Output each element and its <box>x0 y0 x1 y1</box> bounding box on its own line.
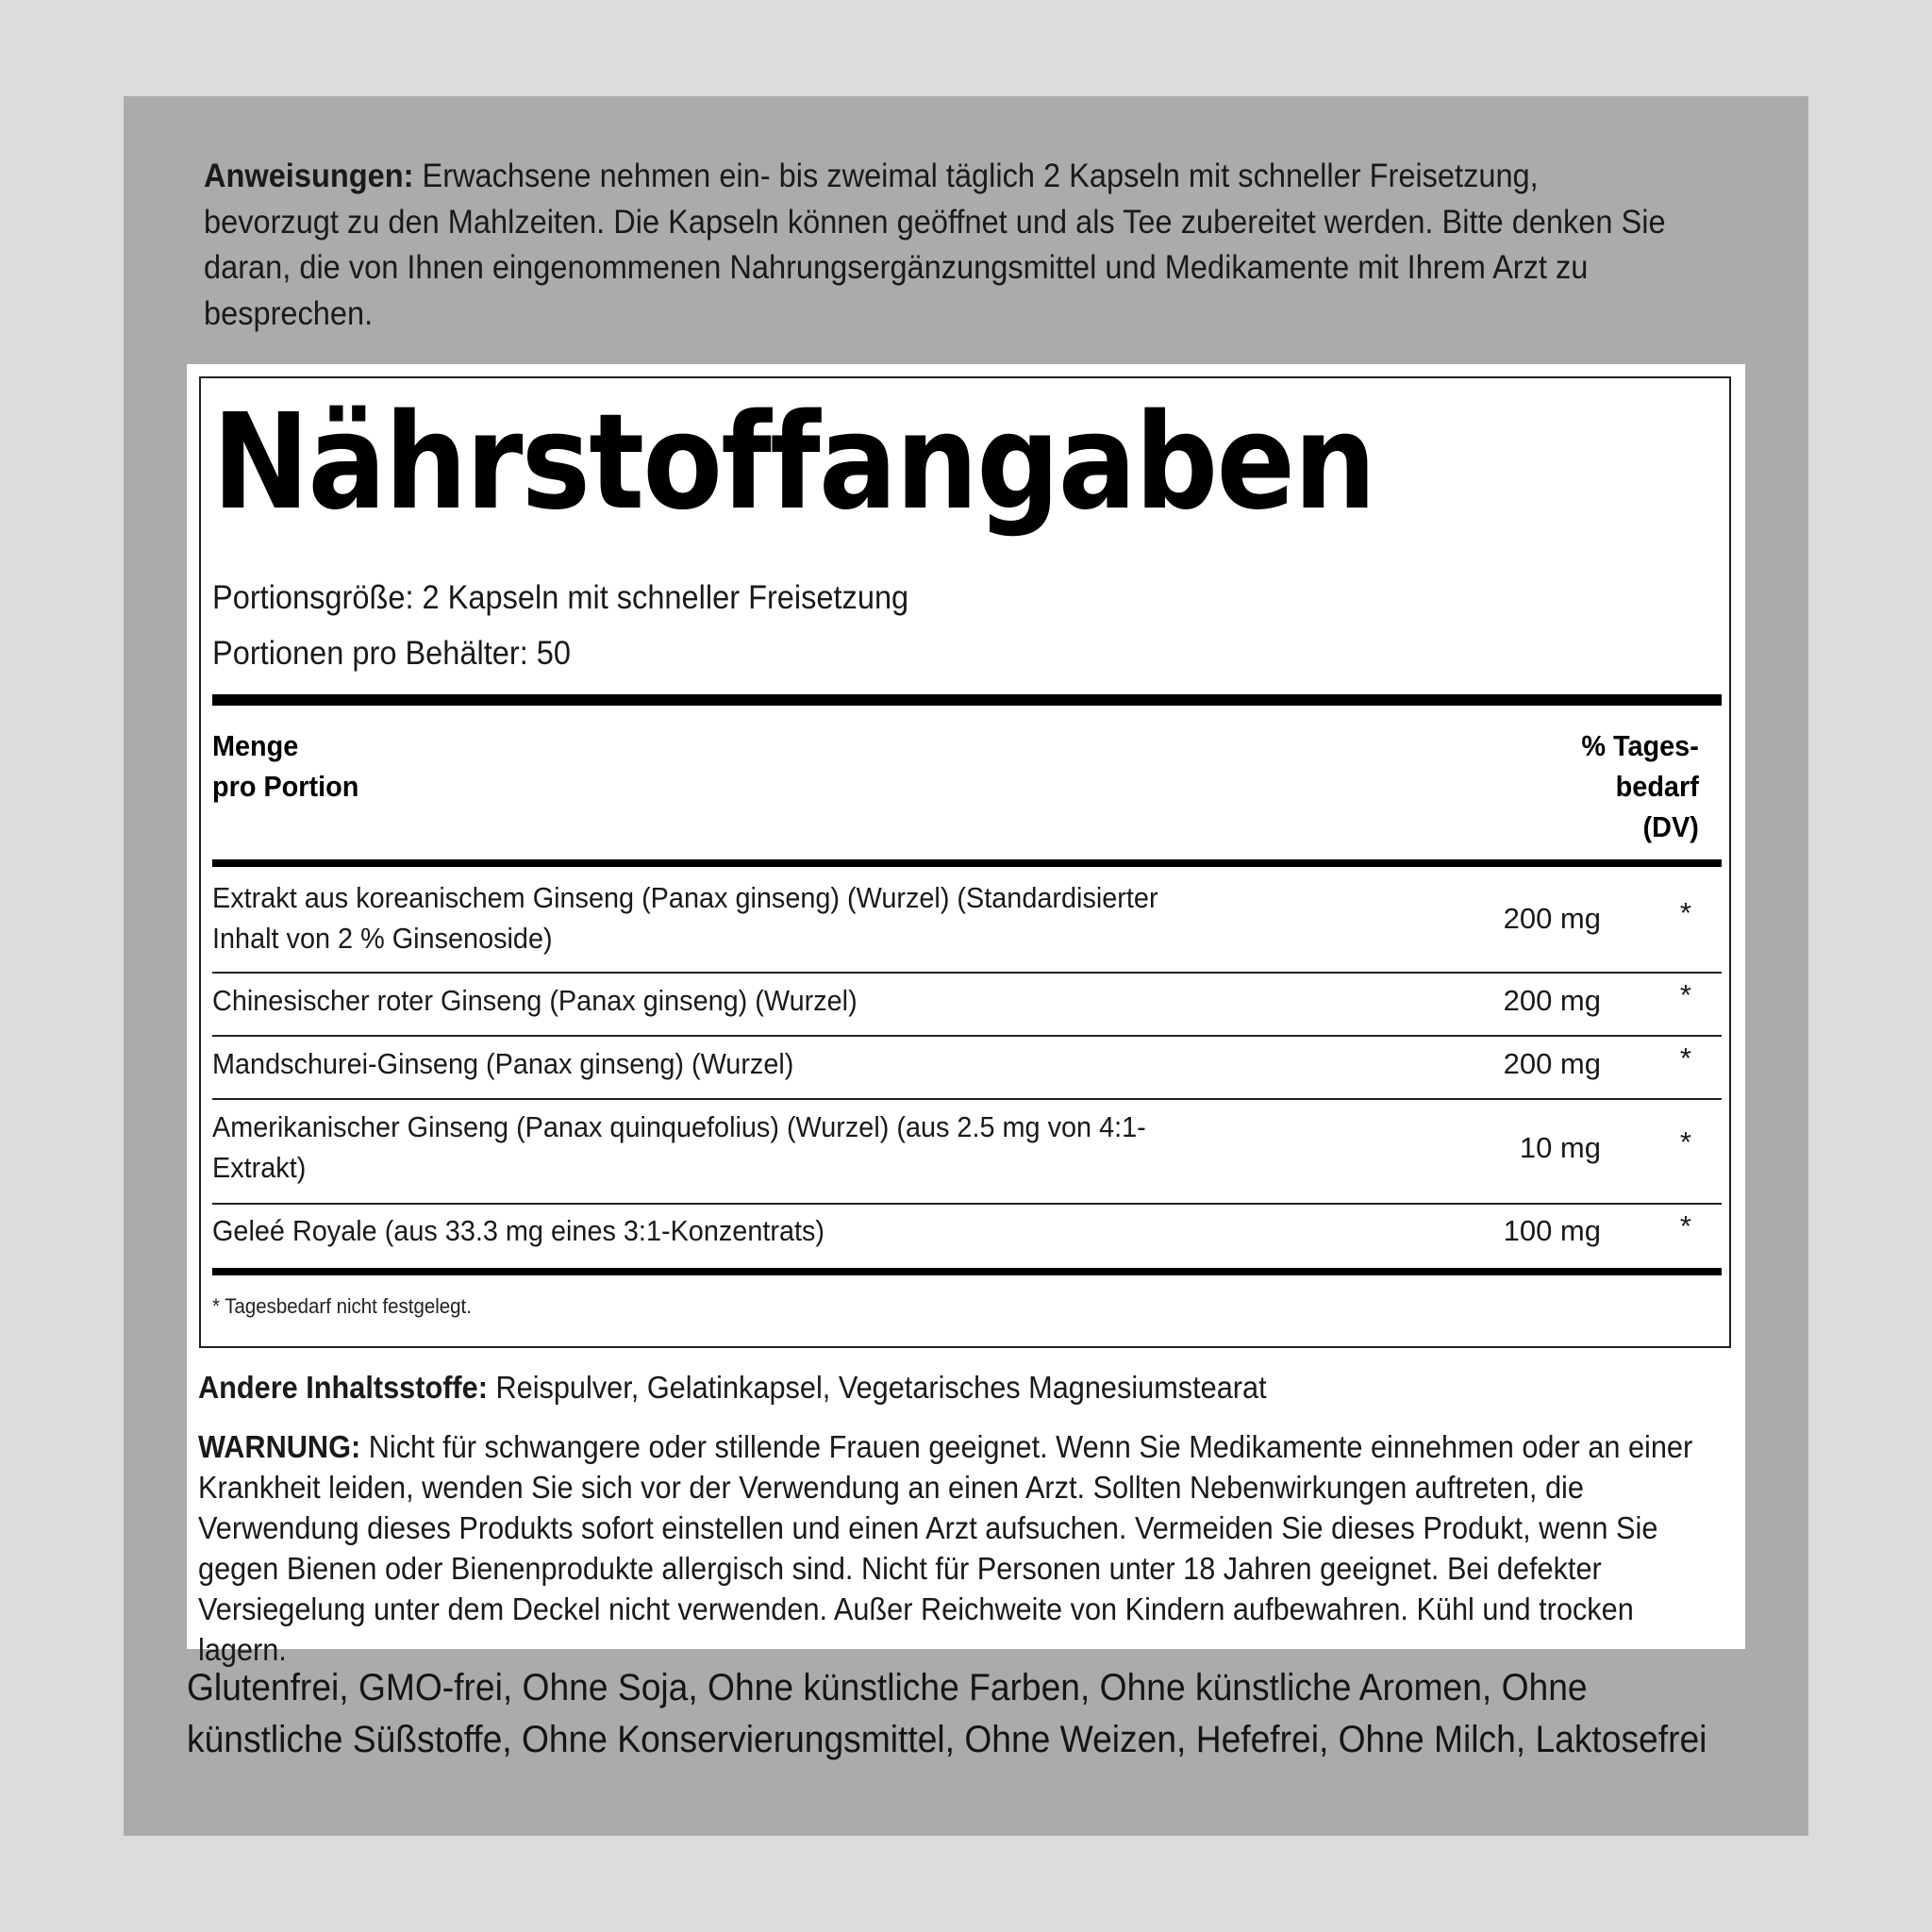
nutrition-facts-box <box>199 376 1731 1348</box>
row-divider <box>212 1035 1722 1037</box>
ingredient-name: Extrakt aus koreanischem Ginseng (Panax ginseng) (Wurzel) (Standardisierter Inhalt von 2 % Ginsenoside) <box>212 881 1158 955</box>
ingredient-amount: 10 mg <box>1519 1131 1601 1164</box>
amount-header-line1: Menge <box>212 729 299 762</box>
dv-header <box>1582 725 1699 847</box>
ingredient-dv: * <box>1679 1209 1691 1242</box>
warning-text <box>198 1426 1729 1670</box>
thick-divider-header <box>212 859 1722 867</box>
other-ingredients <box>198 1366 1267 1409</box>
thick-divider-bottom <box>212 1268 1722 1275</box>
other-ingredients-text: Reispulver, Gelatinkapsel, Vegetarisches Magnesiumstearat <box>487 1370 1267 1405</box>
ingredient-name: Chinesischer roter Ginseng (Panax ginseng) (Wurzel) <box>212 984 858 1017</box>
dv-header-line3: (DV) <box>1642 810 1699 843</box>
ingredient-dv: * <box>1679 896 1691 929</box>
ingredient-amount: 200 mg <box>1503 902 1601 935</box>
row-divider <box>212 1098 1722 1100</box>
ingredient-name: Mandschurei-Ginseng (Panax ginseng) (Wurzel) <box>212 1047 794 1080</box>
free-from-claims: Glutenfrei, GMO-frei, Ohne Soja, Ohne künstliche Farben, Ohne künstliche Aromen, Ohne künstliche Süßstoffe, Ohne Konservierungsmittel, Ohne Weizen, Hefefrei, Ohne Milch, Laktosefrei <box>187 1667 1707 1760</box>
ingredient-amount: 200 mg <box>1503 1047 1601 1080</box>
directions-text <box>204 154 1677 337</box>
table-row <box>212 974 1722 1037</box>
ingredient-name: Amerikanischer Ginseng (Panax quinquefolius) (Wurzel) (aus 2.5 mg von 4:1-Extrakt) <box>212 1110 1146 1184</box>
directions-label: Anweisungen: <box>204 158 414 194</box>
row-divider <box>212 972 1722 974</box>
facts-title: Nährstoffangaben <box>212 386 1375 540</box>
table-row <box>212 874 1722 968</box>
ingredient-dv: * <box>1679 978 1691 1011</box>
thick-divider-top <box>212 694 1722 706</box>
table-row <box>212 1038 1722 1100</box>
ingredient-amount: 200 mg <box>1503 984 1601 1017</box>
warning-label: WARNUNG: <box>198 1429 361 1464</box>
amount-header <box>212 725 358 807</box>
directions-body: Erwachsene nehmen ein- bis zweimal täglich 2 Kapseln mit schneller Freisetzung, bevorzugt zu den Mahlzeiten. Die Kapseln können geöffnet und als Tee zubereitet werden. Bitte denken Sie daran, die von Ihnen eingenommenen Nahrungsergänzungsmittel und Medikamente mit Ihrem Arzt zu besprechen. <box>204 158 1666 332</box>
ingredient-name: Geleé Royale (aus 33.3 mg eines 3:1-Konzentrats) <box>212 1214 825 1247</box>
dv-header-line2: bedarf <box>1615 770 1699 803</box>
other-ingredients-label: Andere Inhaltsstoffe: <box>198 1370 488 1405</box>
amount-header-line2: pro Portion <box>212 770 359 803</box>
ingredient-dv: * <box>1679 1125 1691 1158</box>
warning-body: Nicht für schwangere oder stillende Frauen geeignet. Wenn Sie Medikamente einnehmen oder an einer Krankheit leiden, wenden Sie sich vor der Verwendung an einen Arzt. Sollten Nebenwirkungen auftreten, die Verwendung dieses Produkts sofort einstellen und einen Arzt aufsuchen. Vermeiden Sie dieses Produkt, wenn Sie gegen Bienen oder Bienenprodukte allergisch sind. Nicht für Personen unter 18 Jahren geeignet. Bei defekter Versiegelung unter dem Deckel nicht verwenden. Außer Reichweite von Kindern aufbewahren. Kühl und trocken lagern. <box>198 1429 1693 1667</box>
serving-size: Portionsgröße: 2 Kapseln mit schneller Freisetzung <box>212 579 909 616</box>
table-row <box>212 1206 1722 1268</box>
servings-per-container: Portionen pro Behälter: 50 <box>212 635 572 672</box>
dv-footnote: * Tagesbedarf nicht festgelegt. <box>212 1294 472 1318</box>
ingredient-dv: * <box>1679 1041 1691 1074</box>
ingredient-amount: 100 mg <box>1503 1214 1601 1247</box>
row-divider <box>212 1203 1722 1205</box>
table-row <box>212 1101 1722 1205</box>
dv-header-line1: % Tages- <box>1581 729 1699 762</box>
